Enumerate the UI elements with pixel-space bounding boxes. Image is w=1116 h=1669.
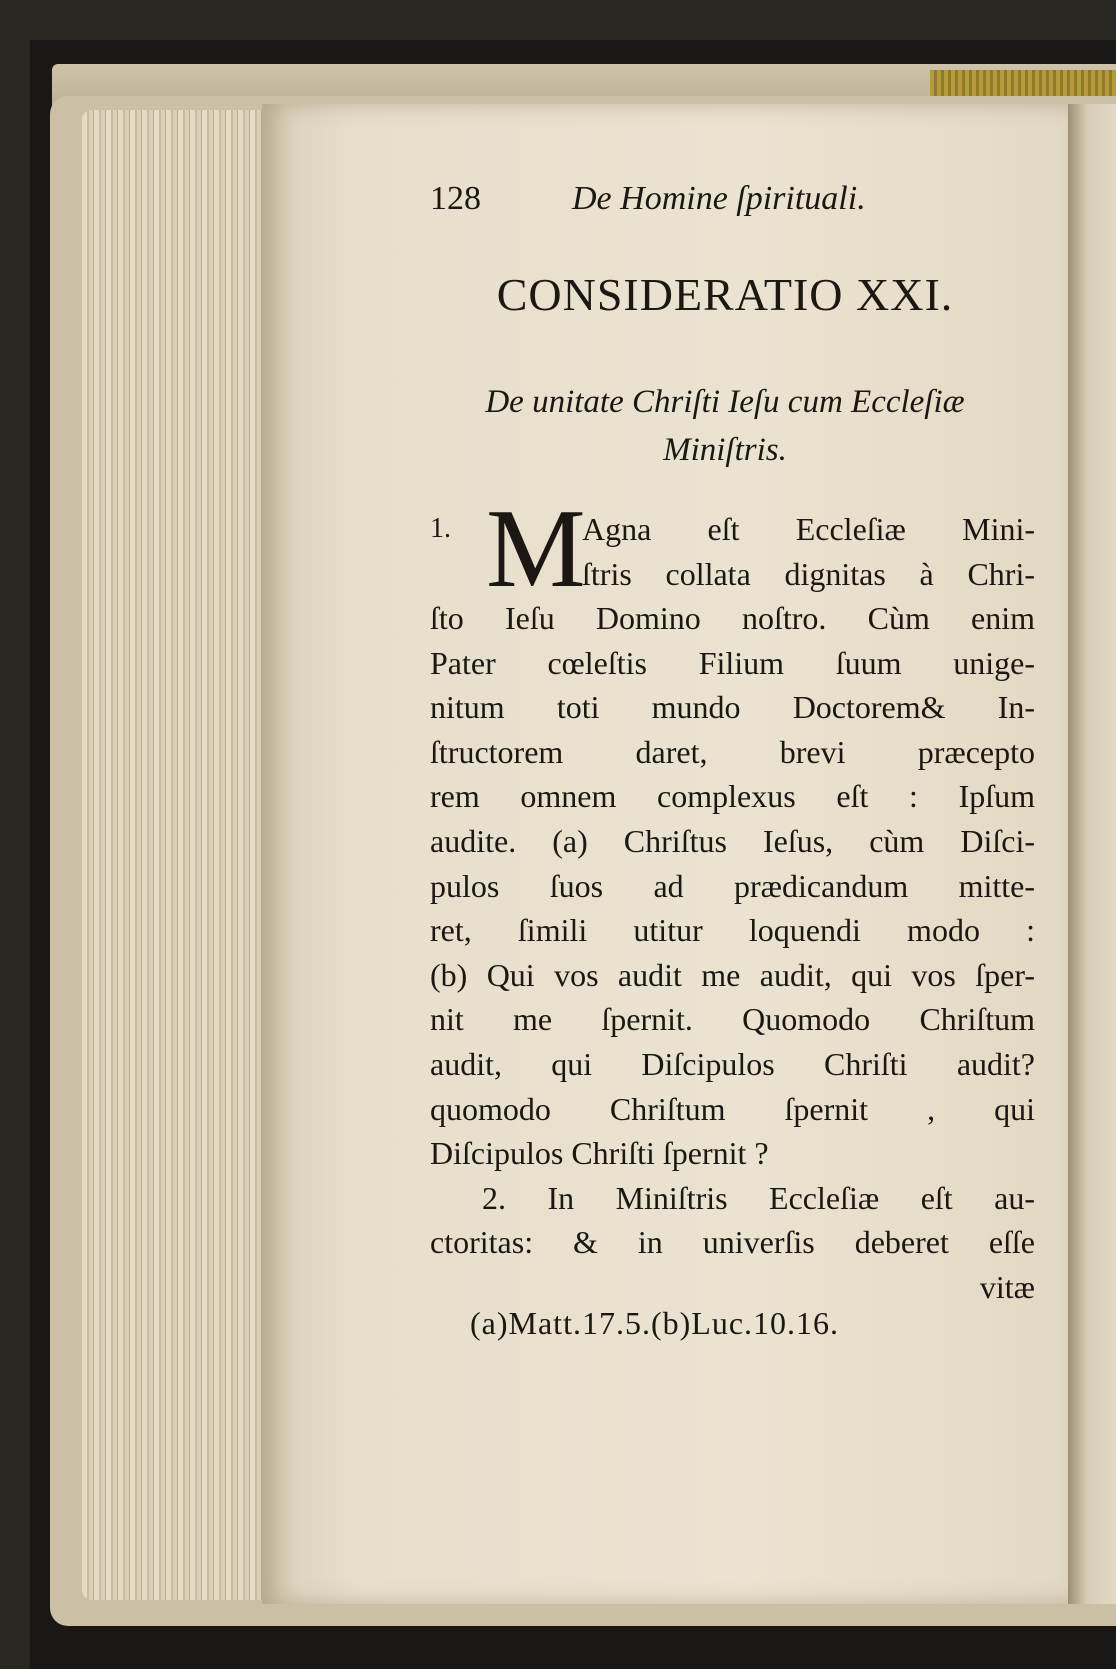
- page-number: 128: [430, 180, 481, 217]
- running-header: [430, 180, 1035, 230]
- text-line: nit me ſpernit. Quomodo Chriſtum: [430, 1001, 1035, 1038]
- paragraph-number: 1.: [430, 513, 451, 544]
- text-line: ctoritas: & in univerſis deberet eſſe: [430, 1224, 1035, 1261]
- text-line: ret, ſimili utitur loquendi modo :: [430, 912, 1035, 949]
- footnote-reference: (a)Matt.17.5.(b)Luc.10.16.: [470, 1305, 840, 1341]
- catchword: vitæ: [979, 1268, 1035, 1305]
- facing-page-edge: [1068, 104, 1116, 1604]
- text-line: nitum toti mundo Doctorem& In-: [430, 689, 1035, 726]
- body-text: [430, 487, 1035, 1310]
- text-line: ſto Ieſu Domino noſtro. Cùm enim: [430, 600, 1035, 636]
- drop-cap: M: [486, 487, 586, 611]
- text-line: audit, qui Diſcipulos Chriſti audit?: [430, 1045, 1035, 1082]
- running-title: De Homine ſpirituali.: [572, 180, 866, 217]
- subtitle-line-2: Miniſtris.: [663, 432, 787, 468]
- text-line: Agna eſt Eccleſiæ Mini-: [582, 511, 1035, 547]
- text-line: Diſcipulos Chriſti ſpernit ?: [430, 1135, 769, 1172]
- opening-lines: [430, 487, 1035, 611]
- chapter-title: CONSIDERATIO XXI.: [496, 269, 954, 320]
- text-line: pulos ſuos ad prædicandum mitte-: [430, 867, 1035, 904]
- text-line: audite. (a) Chriſtus Ieſus, cùm Diſci-: [430, 822, 1035, 859]
- text-line: quomodo Chriſtum ſpernit , qui: [430, 1090, 1035, 1127]
- text-line: rem omnem complexus eſt : Ipſum: [430, 778, 1035, 815]
- text-line: 2. In Miniſtris Eccleſiæ eſt au-: [482, 1179, 1035, 1216]
- text-line: ſtris collata dignitas à Chri-: [582, 555, 1035, 592]
- subtitle-line-1: De unitate Chriſti Ieſu cum Eccleſiæ: [485, 384, 965, 420]
- text-line: ſtructorem daret, brevi præcepto: [430, 733, 1035, 770]
- text-line: (b) Qui vos audit me audit, qui vos ſper-: [430, 956, 1035, 993]
- chapter-subtitle: [430, 378, 1020, 474]
- text-line: Pater cœleſtis Filium ſuum unige-: [430, 644, 1035, 681]
- page-edges: [82, 110, 262, 1600]
